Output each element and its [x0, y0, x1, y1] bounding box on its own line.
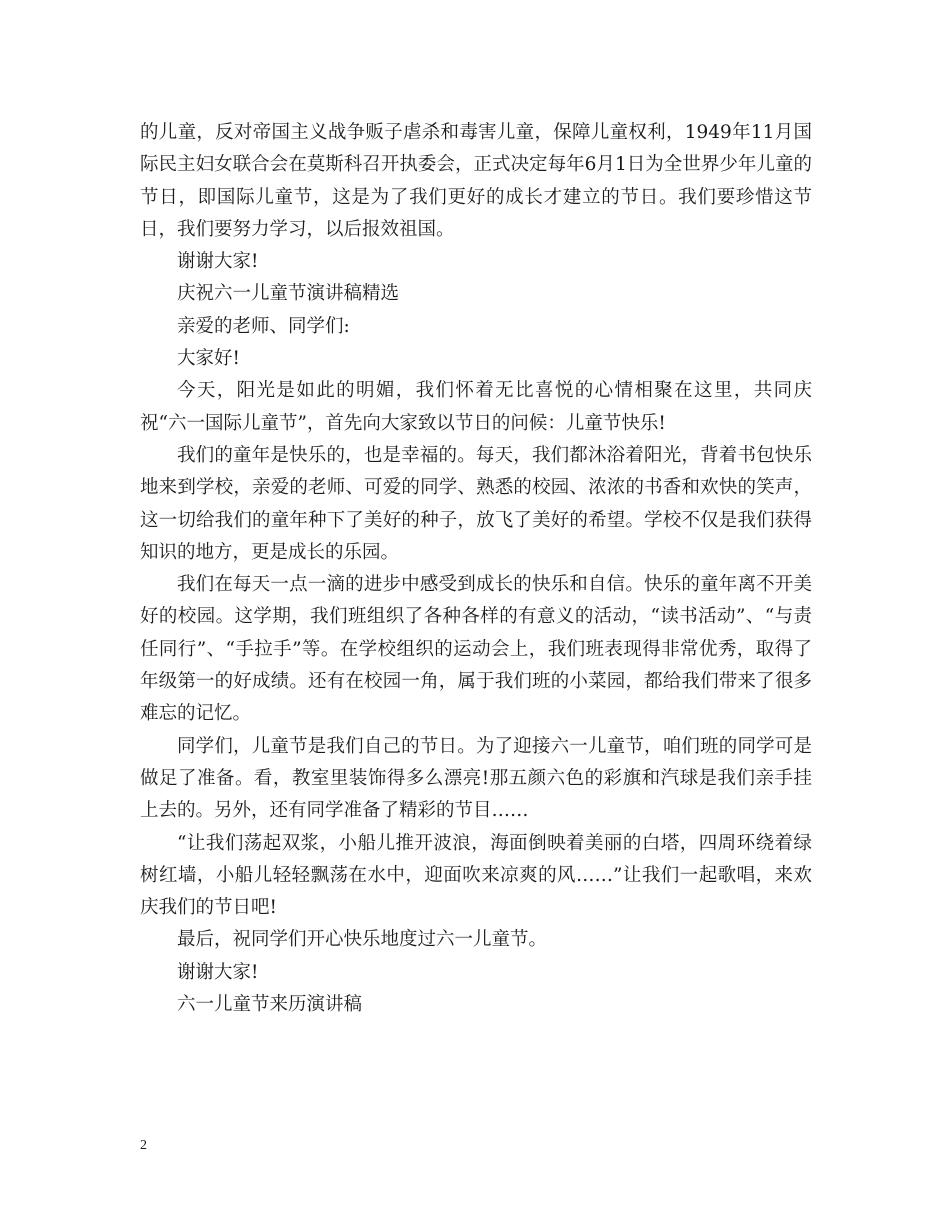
paragraph: “让我们荡起双浆，小船儿推开波浪，海面倒映着美丽的白塔，四周环绕着绿树红墙，小船儿轻轻飘荡在水中，迎面吹来凉爽的风……”让我们一起歌唱，来欢庆我们的节日吧! [140, 832, 812, 919]
paragraph: 我们的童年是快乐的，也是幸福的。每天，我们都沐浴着阳光，背着书包快乐地来到学校，亲爱的老师、可爱的同学、熟悉的校园、浓浓的书香和欢快的笑声，这一切给我们的童年种下了美好的种子，放飞了美好的希望。学校不仅是我们获得知识的地方，更是成长的乐园。 [140, 444, 812, 563]
closing-thanks: 谢谢大家! [177, 961, 259, 983]
paragraph: 的儿童，反对帝国主义战争贩子虐杀和毒害儿童，保障儿童权利，1949年11月国际民主妇女联合会在莫斯科召开执委会，正式决定每年6月1日为全世界少年儿童的节日，即国际儿童节，这是为了我们更好的成长才建立的节日。我们要珍惜这节日，我们要努力学习，以后报效祖国。 [140, 122, 812, 240]
speech-title: 六一儿童节来历演讲稿 [177, 994, 363, 1016]
document-body [140, 117, 812, 1021]
page-number: 2 [140, 1138, 147, 1153]
paragraph: 今天，阳光是如此的明媚，我们怀着无比喜悦的心情相聚在这里，共同庆祝“六一国际儿童节”，首先向大家致以节日的问候：儿童节快乐! [140, 380, 812, 434]
salutation: 亲爱的老师、同学们: [177, 315, 350, 337]
speech-title: 庆祝六一儿童节演讲稿精选 [177, 283, 400, 305]
paragraph: 同学们，儿童节是我们自己的节日。为了迎接六一儿童节，咱们班的同学可是做足了准备。看，教室里装饰得多么漂亮!那五颜六色的彩旗和汽球是我们亲手挂上去的。另外，还有同学准备了精彩的节目…… [140, 735, 812, 822]
paragraph: 最后，祝同学们开心快乐地度过六一儿童节。 [177, 929, 548, 951]
greeting: 大家好! [177, 348, 240, 370]
paragraph: 我们在每天一点一滴的进步中感受到成长的快乐和自信。快乐的童年离不开美好的校园。这学期，我们班组织了各种各样的有意义的活动，“读书活动”、“与责任同行”、“手拉手”等。在学校组织的运动会上，我们班表现得非常优秀，取得了年级第一的好成绩。还有在校园一角，属于我们班的小菜园，都给我们带来了很多难忘的记忆。 [140, 574, 812, 725]
closing-thanks: 谢谢大家! [177, 251, 259, 273]
